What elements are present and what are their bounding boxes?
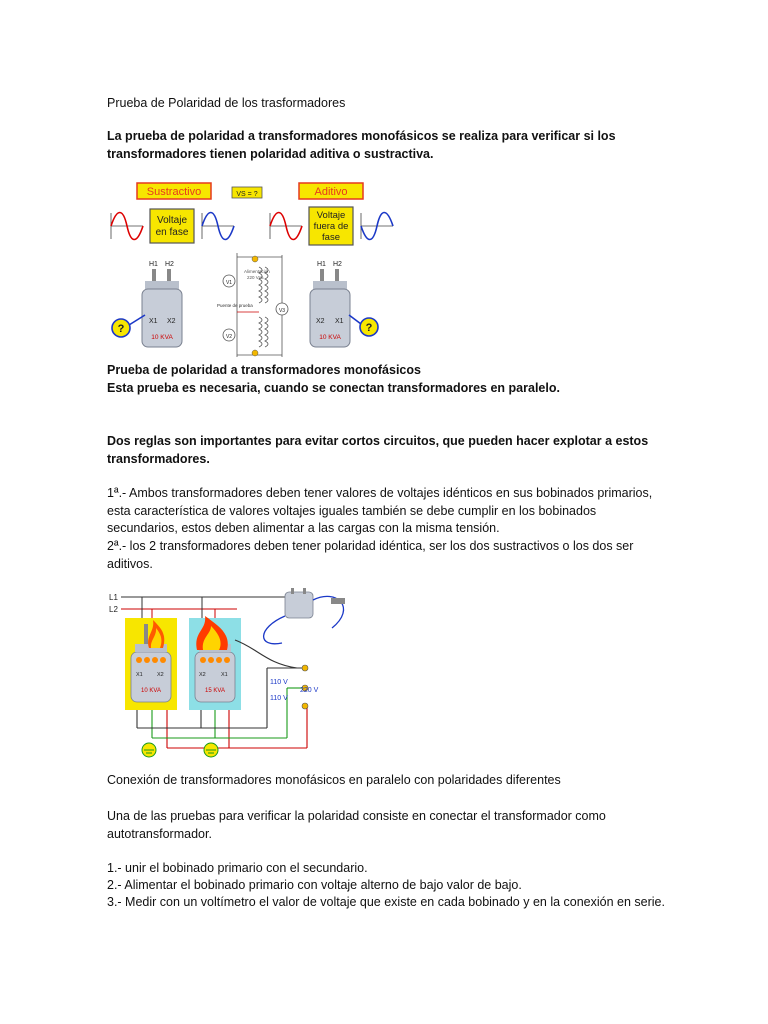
ground-icon <box>142 743 156 757</box>
label-110v-top: 110 V <box>270 679 288 686</box>
svg-text:V3: V3 <box>278 308 286 314</box>
box-add-line1: Voltaje <box>316 210 346 221</box>
svg-text:V2: V2 <box>225 334 233 340</box>
kva-15: 15 KVA <box>205 688 225 694</box>
autotransformer-paragraph: Una de las pruebas para verificar la polaridad consiste en conectar el transformador como autotransformador. <box>107 809 606 841</box>
intro-paragraph: La prueba de polaridad a transformadores monofásicos se realiza para verificar si los transformadores tienen polaridad aditiva o sustractiva. <box>107 129 616 161</box>
label-110v-bottom: 110 V <box>270 695 288 702</box>
pole-transformer <box>264 588 345 644</box>
svg-text:X1: X1 <box>149 318 158 325</box>
kva-10: 10 KVA <box>141 688 161 694</box>
svg-text:X2: X2 <box>157 672 164 678</box>
svg-text:X1: X1 <box>335 318 344 325</box>
step-1: 1.- unir el bobinado primario con el secundario. <box>107 861 368 875</box>
svg-text:X2: X2 <box>316 318 325 325</box>
puente-label: Puente de prueba <box>217 303 253 308</box>
alimentacion-line1: Alimentación <box>244 269 270 274</box>
box-add-line2: fuera de <box>313 221 349 232</box>
rule-2: 2ª.- los 2 transformadores deben tener polaridad idéntica, ser los dos sustractivos o los dos ser aditivos. <box>107 539 634 571</box>
sine-wave-left-in <box>111 213 143 240</box>
alimentacion-line2: 220 Vca <box>247 275 264 280</box>
svg-text:V1: V1 <box>225 280 233 286</box>
svg-text:?: ? <box>117 323 125 335</box>
parallel-connection-diagram <box>107 588 367 768</box>
box-add-line3: fase <box>322 232 340 243</box>
kva-right: 10 KVA <box>319 334 341 341</box>
svg-text:X1: X1 <box>221 672 228 678</box>
svg-text:L1: L1 <box>109 593 118 602</box>
ground-icon <box>204 743 218 757</box>
polarity-test-diagram <box>107 177 397 360</box>
figure2-caption: Conexión de transformadores monofásicos en paralelo con polaridades diferentes <box>107 773 561 787</box>
svg-text:H1: H1 <box>317 261 326 268</box>
svg-text:X2: X2 <box>167 318 176 325</box>
rules-title: Dos reglas son importantes para evitar cortos circuitos, que pueden hacer explotar a estos transformadores. <box>107 434 649 466</box>
svg-text:H2: H2 <box>333 261 342 268</box>
label-sustractivo: Sustractivo <box>146 186 202 198</box>
svg-text:?: ? <box>365 322 373 334</box>
svg-text:H2: H2 <box>165 261 174 268</box>
svg-text:X2: X2 <box>199 672 206 678</box>
sine-wave-right-in <box>270 213 302 240</box>
label-aditivo: Aditivo <box>314 186 348 198</box>
rule-1: 1ª.- Ambos transformadores deben tener valores de voltajes idénticos en sus bobinados primarios, esta característica de valores voltajes iguales también se debe cumplir en los bobinados secundarios, estos deben alimentar a las cargas con la misma tensión. <box>107 486 653 535</box>
parallel-note: Esta prueba es necesaria, cuando se conectan transformadores en paralelo. <box>107 381 560 395</box>
kva-left: 10 KVA <box>151 334 173 341</box>
svg-text:X1: X1 <box>136 672 143 678</box>
sine-wave-right-out <box>361 213 393 240</box>
figure1-caption: Prueba de polaridad a transformadores monofásicos <box>107 363 421 377</box>
box-sub-line1: Voltaje <box>156 215 188 226</box>
transformer-right <box>310 261 350 347</box>
transformer-left <box>142 261 182 347</box>
box-sub-line2: en fase <box>155 227 189 238</box>
step-2: 2.- Alimentar el bobinado primario con voltaje alterno de bajo valor de bajo. <box>107 878 522 892</box>
document-title: Prueba de Polaridad de los trasformadores <box>107 96 346 110</box>
label-vs: VS = ? <box>236 191 258 198</box>
sine-wave-left-out <box>202 213 234 240</box>
label-220v: 220 V <box>300 687 319 694</box>
svg-text:H1: H1 <box>149 261 158 268</box>
svg-text:L2: L2 <box>109 605 118 614</box>
step-3: 3.- Medir con un voltímetro el valor de voltaje que existe en cada bobinado y en la conexión en serie. <box>107 895 665 909</box>
